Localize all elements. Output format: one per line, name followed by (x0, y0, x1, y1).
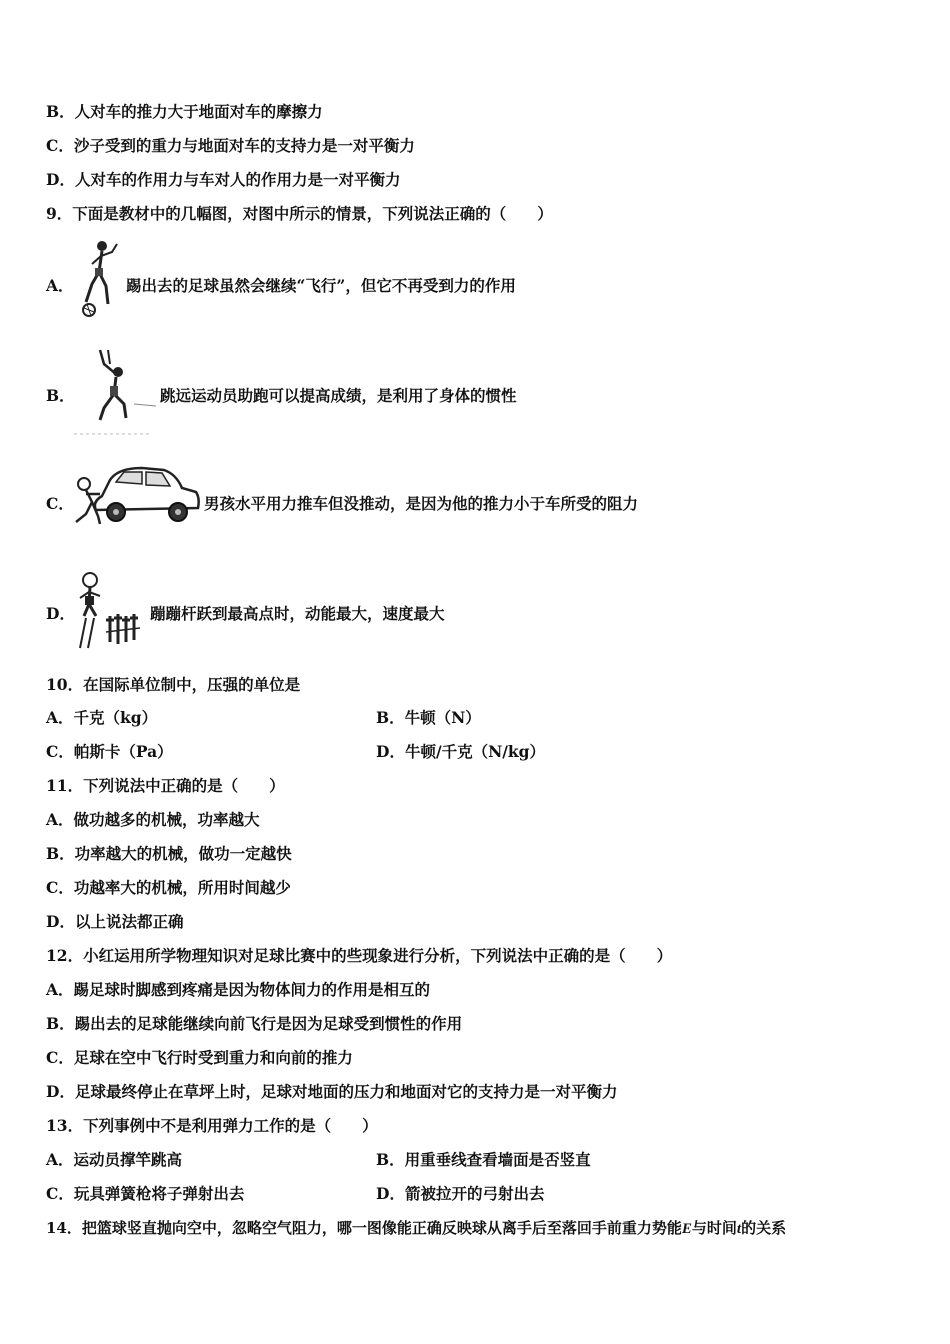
q11-option-c: C．功越率大的机械，所用时间越少 (46, 878, 291, 897)
q8-option-b (46, 102, 323, 122)
q13-option-d: D．箭被拉开的弓射出去 (376, 1184, 545, 1203)
var-t: t (736, 1221, 742, 1237)
q12-stem: 12．小红运用所学物理知识对足球比赛中的些现象进行分析，下列说法中正确的是（ ） (46, 946, 673, 965)
q9-stem: 9．下面是教材中的几幅图，对图中所示的情景，下列说法正确的（ ） (46, 204, 553, 223)
option-label: C． (46, 494, 74, 513)
q13-option-c: C．玩具弹簧枪将子弹射出去 (46, 1184, 245, 1203)
q12-option-a: A．踢足球时脚感到疼痛是因为物体间力的作用是相互的 (46, 980, 431, 999)
option-label: D． (46, 604, 75, 623)
q10-stem: 10．在国际单位制中，压强的单位是 (46, 675, 301, 694)
boy-pushing-car-figure (72, 458, 204, 528)
option-label: B． (46, 386, 75, 405)
option-label: B． (46, 102, 75, 121)
q14-stem-mid: 与时间 (691, 1219, 737, 1237)
q11-stem: 11．下列说法中正确的是（ ） (46, 776, 285, 795)
option-text: 沙子受到的重力与地面对车的支持力是一对平衡力 (73, 136, 415, 155)
q8-option-d (46, 170, 400, 190)
q13-option-a: A．运动员撑竿跳高 (46, 1150, 183, 1169)
q13-stem: 13．下列事例中不是利用弹力工作的是（ ） (46, 1116, 378, 1135)
option-text: 踢出去的足球虽然会继续“飞行”，但它不再受到力的作用 (126, 276, 516, 295)
q11-option-b: B．功率越大的机械，做功一定越快 (46, 844, 292, 863)
option-text: 蹦蹦杆跃到最高点时，动能最大，速度最大 (150, 604, 445, 623)
option-text: 人对车的作用力与车对人的作用力是一对平衡力 (74, 170, 401, 189)
q10-option-d: D．牛顿/千克（N/kg） (376, 742, 546, 761)
q11-option-d: D．以上说法都正确 (46, 912, 184, 931)
q14-stem (46, 1218, 786, 1239)
q14-stem-post: 的关系 (741, 1219, 787, 1237)
q12-option-b: B．踢出去的足球能继续向前飞行是因为足球受到惯性的作用 (46, 1014, 463, 1033)
q8-option-c (46, 136, 415, 156)
q13-option-b: B．用重垂线查看墙面是否竖直 (376, 1150, 591, 1169)
long-jump-figure (70, 346, 160, 438)
option-text: 人对车的推力大于地面对车的摩擦力 (74, 102, 323, 121)
pogo-stick-figure (76, 570, 150, 654)
q10-option-a: A．千克（kg） (46, 708, 158, 727)
q11-option-a: A．做功越多的机械，功率越大 (46, 810, 260, 829)
option-text: 跳远运动员助跑可以提高成绩，是利用了身体的惯性 (160, 386, 517, 405)
q10-option-b: B．牛顿（N） (376, 708, 481, 727)
var-e: E (681, 1221, 692, 1237)
option-text: 男孩水平用力推车但没推动，是因为他的推力小于车所受的阻力 (204, 494, 639, 513)
option-label: C． (46, 136, 74, 155)
soccer-kick-figure (72, 238, 124, 320)
q12-option-c: C．足球在空中飞行时受到重力和向前的推力 (46, 1048, 353, 1067)
q10-option-c: C．帕斯卡（Pa） (46, 742, 173, 761)
option-label: D． (46, 170, 75, 189)
q14-stem-pre: 14．把篮球竖直抛向空中，忽略空气阻力，哪一图像能正确反映球从离手后至落回手前重力势能 (46, 1219, 682, 1237)
q12-option-d: D．足球最终停止在草坪上时，足球对地面的压力和地面对它的支持力是一对平衡力 (46, 1082, 618, 1101)
option-label: A． (46, 276, 74, 295)
